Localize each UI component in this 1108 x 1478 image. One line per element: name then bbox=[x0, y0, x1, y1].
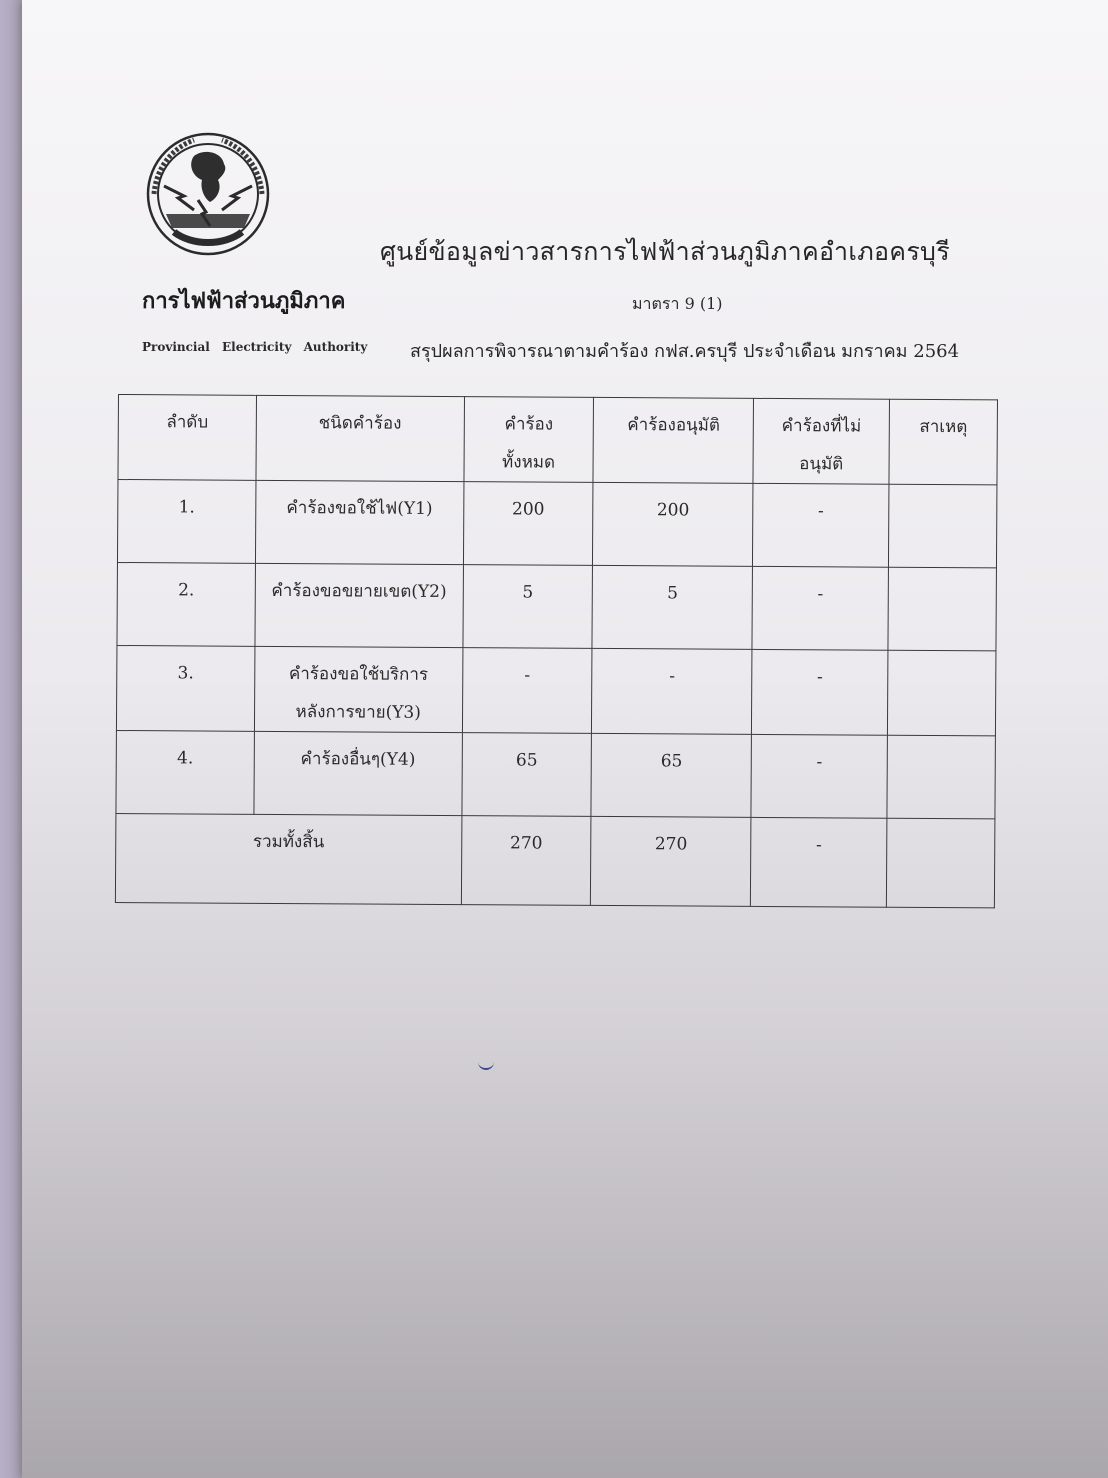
cell-remark bbox=[889, 484, 997, 568]
cell-no: 1. bbox=[117, 480, 255, 564]
org-name-english: Provincial Electricity Authority bbox=[142, 340, 368, 354]
cell-rejected: - bbox=[753, 483, 889, 567]
table-row bbox=[116, 730, 995, 818]
center-title: ศูนย์ข้อมูลข่าวสารการไฟฟ้าส่วนภูมิภาคอำเภอครบุรี bbox=[380, 237, 950, 266]
summary-title: สรุปผลการพิจารณาตามคำร้อง กฟส.ครบุรี ประจำเดือน มกราคม 2564 bbox=[410, 341, 960, 362]
cell-approved: 200 bbox=[593, 482, 753, 566]
total-rejected: - bbox=[751, 817, 887, 907]
total-approved: 270 bbox=[591, 816, 751, 906]
cell-no: 2. bbox=[117, 562, 255, 646]
cell-total: 5 bbox=[463, 565, 593, 649]
cell-no: 3. bbox=[116, 645, 254, 731]
cell-type: คำร้องขอใช้ไฟ(Y1) bbox=[255, 480, 463, 564]
header-rejected: คำร้องที่ไม่ อนุมัติ bbox=[753, 398, 889, 484]
cell-approved: 5 bbox=[592, 565, 752, 649]
cell-total: 200 bbox=[463, 482, 593, 566]
total-remark bbox=[886, 818, 994, 908]
pea-seal-icon bbox=[144, 130, 272, 258]
cell-approved: 65 bbox=[591, 733, 751, 817]
cell-no: 4. bbox=[116, 730, 254, 814]
header-type: ชนิดคำร้อง bbox=[256, 395, 464, 481]
table-row bbox=[117, 562, 996, 650]
table-total-row bbox=[115, 813, 995, 907]
section-reference: มาตรา 9 (1) bbox=[632, 294, 723, 313]
cell-remark bbox=[888, 567, 996, 651]
cell-rejected: - bbox=[751, 734, 887, 818]
total-count: 270 bbox=[461, 816, 591, 906]
cell-remark bbox=[887, 650, 995, 736]
cell-rejected: - bbox=[752, 566, 888, 650]
cell-type: คำร้องอื่นๆ(Y4) bbox=[254, 731, 462, 815]
table-header-row bbox=[118, 395, 998, 485]
header-total: คำร้อง ทั้งหมด bbox=[464, 397, 594, 483]
header-approved: คำร้องอนุมัติ bbox=[593, 397, 753, 483]
header-no: ลำดับ bbox=[118, 395, 256, 481]
cell-type: คำร้องขอขยายเขต(Y2) bbox=[255, 563, 463, 647]
table-row bbox=[116, 645, 996, 735]
cell-rejected: - bbox=[752, 649, 888, 735]
request-summary-table bbox=[115, 394, 998, 908]
table-row bbox=[117, 480, 996, 568]
cell-remark bbox=[887, 735, 995, 819]
cell-approved: - bbox=[592, 648, 752, 734]
org-name-thai: การไฟฟ้าส่วนภูมิภาค bbox=[142, 288, 346, 314]
cell-total: 65 bbox=[461, 733, 591, 817]
total-label: รวมทั้งสิ้น bbox=[115, 813, 461, 904]
cell-type: คำร้องขอใช้บริการ หลังการขาย(Y3) bbox=[254, 646, 462, 732]
cell-total: - bbox=[462, 648, 592, 734]
header-remark: สาเหตุ bbox=[889, 399, 997, 485]
